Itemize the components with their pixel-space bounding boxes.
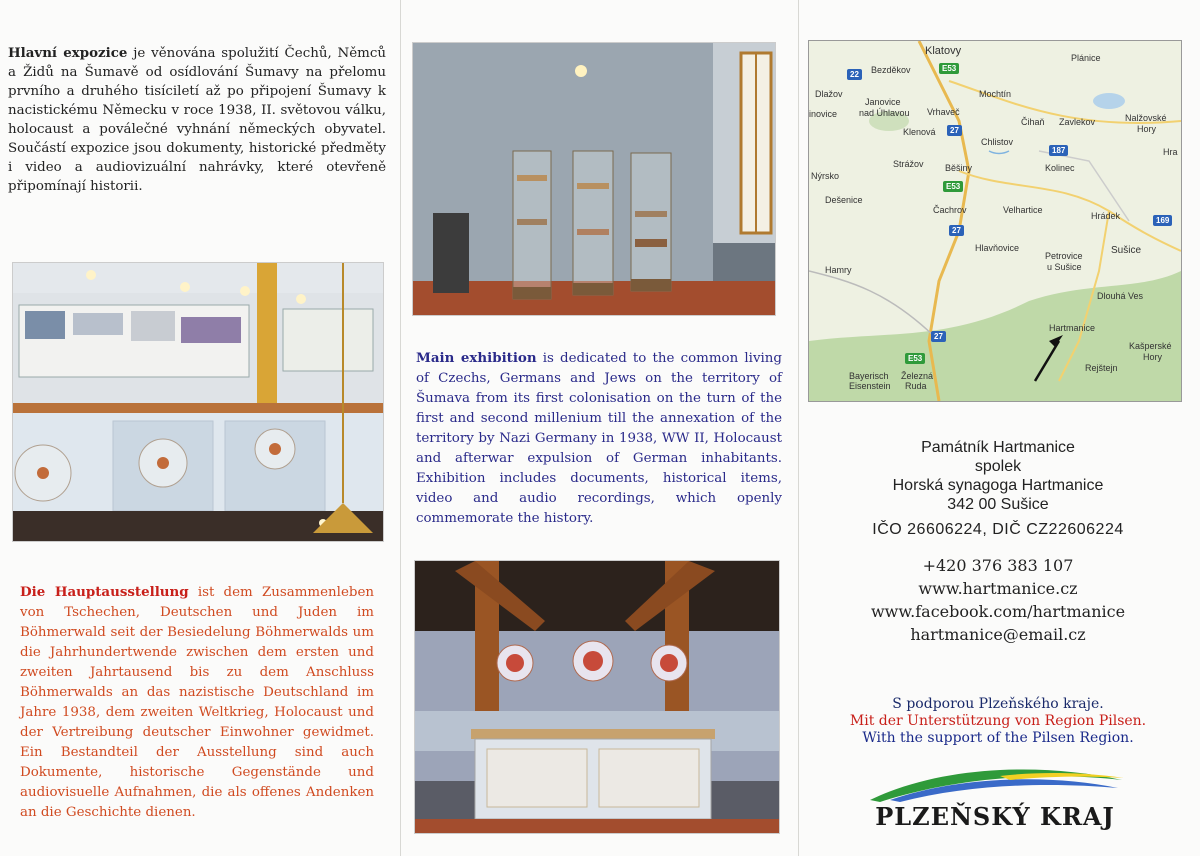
german-lead: Die Hauptausstellung xyxy=(20,584,189,600)
map-label-susice: Sušice xyxy=(1111,245,1142,256)
map-label-kolinec: Kolinec xyxy=(1045,163,1075,173)
map-label-zavlekov: Zavlekov xyxy=(1059,117,1096,127)
support-german: Mit der Unterstützung von Region Pilsen. xyxy=(849,713,1147,729)
contact-block xyxy=(808,438,1188,539)
map-label-kasperske-hory: Hory xyxy=(1143,352,1163,362)
photo-synagogue-hall xyxy=(414,560,780,834)
road-shield-27-north: 27 xyxy=(947,125,962,136)
road-shield-27-mid: 27 xyxy=(949,225,964,236)
german-text: ist dem Zusammenleben von Tschechen, Deutschen und Juden im Böhmerwald seit der Besiedelung Böhmerwalds um die Jahrhundertwende zwischen dem ersten und zweiten Jahrtausend bis zu dem Anschluss Böhmerwalds an das nazistische Deutschland im Jahre 1938, dem zweiten Weltkrieg, Holocaust und der Vertreibung deutscher Einwohner gewidmet. Ein Bestandteil der Ausstellung sind auch Dokumente, historische Gegenstände und audiovisuelle Aufnahmen, die als offenes Andenken an die Geschichte dienen. xyxy=(20,585,374,820)
photo-exhibition-wall xyxy=(12,262,384,542)
panel-divider-right xyxy=(798,0,799,856)
photo-display-cases xyxy=(412,42,776,316)
road-shield-27-south: 27 xyxy=(931,331,946,342)
map-label-janovice: Janovice xyxy=(865,97,901,107)
photo-exhibition-wall-image xyxy=(13,263,383,541)
support-english: With the support of the Pilsen Region. xyxy=(862,730,1134,746)
map-label-cihan: Čihaň xyxy=(1021,117,1045,127)
road-shield-22: 22 xyxy=(847,69,862,80)
road-shield-187: 187 xyxy=(1049,145,1068,156)
map-label-klenova: Klenová xyxy=(903,127,936,137)
map-label-rejstejn: Rejštejn xyxy=(1085,363,1118,373)
map-label-cachrov: Čachrov xyxy=(933,205,967,215)
map-label-inovice: inovice xyxy=(809,109,838,119)
map-label-hlavnovice: Hlavňovice xyxy=(975,243,1020,253)
map-label-velhartice: Velhartice xyxy=(1003,205,1043,215)
map-label-besiny: Běšiny xyxy=(945,163,973,173)
contact-links xyxy=(808,554,1188,646)
map-label-strazov: Strážov xyxy=(893,159,924,169)
german-paragraph xyxy=(20,582,374,823)
map-label-u-susice: u Sušice xyxy=(1047,262,1082,272)
czech-paragraph xyxy=(8,44,386,196)
map-label-desenice: Dešenice xyxy=(825,195,863,205)
contact-name-1: Památník Hartmanice xyxy=(921,439,1075,456)
map-label-kasperske: Kašperské xyxy=(1129,341,1172,351)
map-label-nalzovske-hory: Hory xyxy=(1137,124,1157,134)
english-text: is dedicated to the common living of Czechs, Germans and Jews on the territory of Šumava from its first colonisation on the turn of the first and second millenium till the annexation of the territory by Nazi Germany in 1938, WW II, Holocaust and afterwar expulsion of German inhabitants. Exhibition includes documents, historical items, video and audio recordings, which openly commemorate the history. xyxy=(416,351,782,526)
contact-name-3: Horská synagoga Hartmanice xyxy=(892,477,1104,494)
road-shield-e53-mid: E53 xyxy=(943,181,963,192)
map-label-bezdekov: Bezděkov xyxy=(871,65,911,75)
map-label-nalzovske: Nalžovské xyxy=(1125,113,1167,123)
czech-text: je věnována spolužití Čechů, Němců a Židů na Šumavě od osídlování Šumavy na přelomu prvního a druhého tisíciletí až po připojení Šumavy k nacistickému Německu v roce 1938, II. světovou válku, holocaust a poválečné vyhnání německých obyvatel. Součástí expozice jsou dokumenty, historické předměty i video a audiovizuální nahrávky, které otevřeně připomínají historii. xyxy=(8,46,387,194)
map-label-dlazov: Dlažov xyxy=(815,89,843,99)
map-label-ruda: Ruda xyxy=(905,381,927,391)
map-label-vrhavec: Vrhaveč xyxy=(927,107,960,117)
map-label-nad-uhlavou: nad Úhlavou xyxy=(859,108,910,118)
map-label-mochtin: Mochtín xyxy=(979,89,1012,99)
english-lead: Main exhibition xyxy=(416,350,537,366)
contact-phone: +420 376 383 107 xyxy=(922,556,1074,575)
contact-facebook-link[interactable]: www.facebook.com/hartmanice xyxy=(870,602,1126,621)
map-label-eisenstein: Eisenstein xyxy=(849,381,891,391)
map-label-klatovy: Klatovy xyxy=(925,45,962,57)
photo-display-cases-image xyxy=(413,43,775,315)
logo-swoosh-icon xyxy=(860,766,1140,806)
panel-divider-left xyxy=(400,0,401,856)
contact-ids: IČO 26606224, DIČ CZ22606224 xyxy=(872,521,1124,538)
czech-lead: Hlavní expozice xyxy=(8,45,128,61)
road-shield-e53-south: E53 xyxy=(905,353,925,364)
map-label-nyrsko: Nýrsko xyxy=(811,171,840,181)
contact-name-2: spolek xyxy=(974,458,1022,475)
map-label-hamry: Hamry xyxy=(825,265,852,275)
support-block xyxy=(808,696,1188,747)
map-label-planice: Plánice xyxy=(1071,53,1101,63)
plzensky-kraj-logo xyxy=(860,766,1140,836)
english-paragraph xyxy=(416,348,782,529)
logo-text: PLZEŇSKÝ KRAJ xyxy=(875,802,1115,831)
location-map xyxy=(808,40,1182,402)
photo-synagogue-hall-image xyxy=(415,561,779,833)
map-label-hartmanice: Hartmanice xyxy=(1049,323,1096,333)
contact-address: 342 00 Sušice xyxy=(947,496,1049,513)
map-label-petrovice: Petrovice xyxy=(1045,251,1083,261)
map-label-chlistov: Chlistov xyxy=(981,137,1014,147)
map-label-hradek: Hrádek xyxy=(1091,211,1121,221)
road-shield-169: 169 xyxy=(1153,215,1172,226)
map-label-dlouha-ves: Dlouhá Ves xyxy=(1097,291,1144,301)
support-czech: S podporou Plzeňského kraje. xyxy=(892,696,1104,712)
road-shield-e53-north: E53 xyxy=(939,63,959,74)
contact-email-link[interactable]: hartmanice@email.cz xyxy=(910,625,1086,644)
map-label-zelezna: Železná xyxy=(901,371,934,381)
contact-web-link[interactable]: www.hartmanice.cz xyxy=(918,579,1078,598)
map-label-bayerisch: Bayerisch xyxy=(849,371,889,381)
map-label-hra: Hra xyxy=(1163,147,1178,157)
